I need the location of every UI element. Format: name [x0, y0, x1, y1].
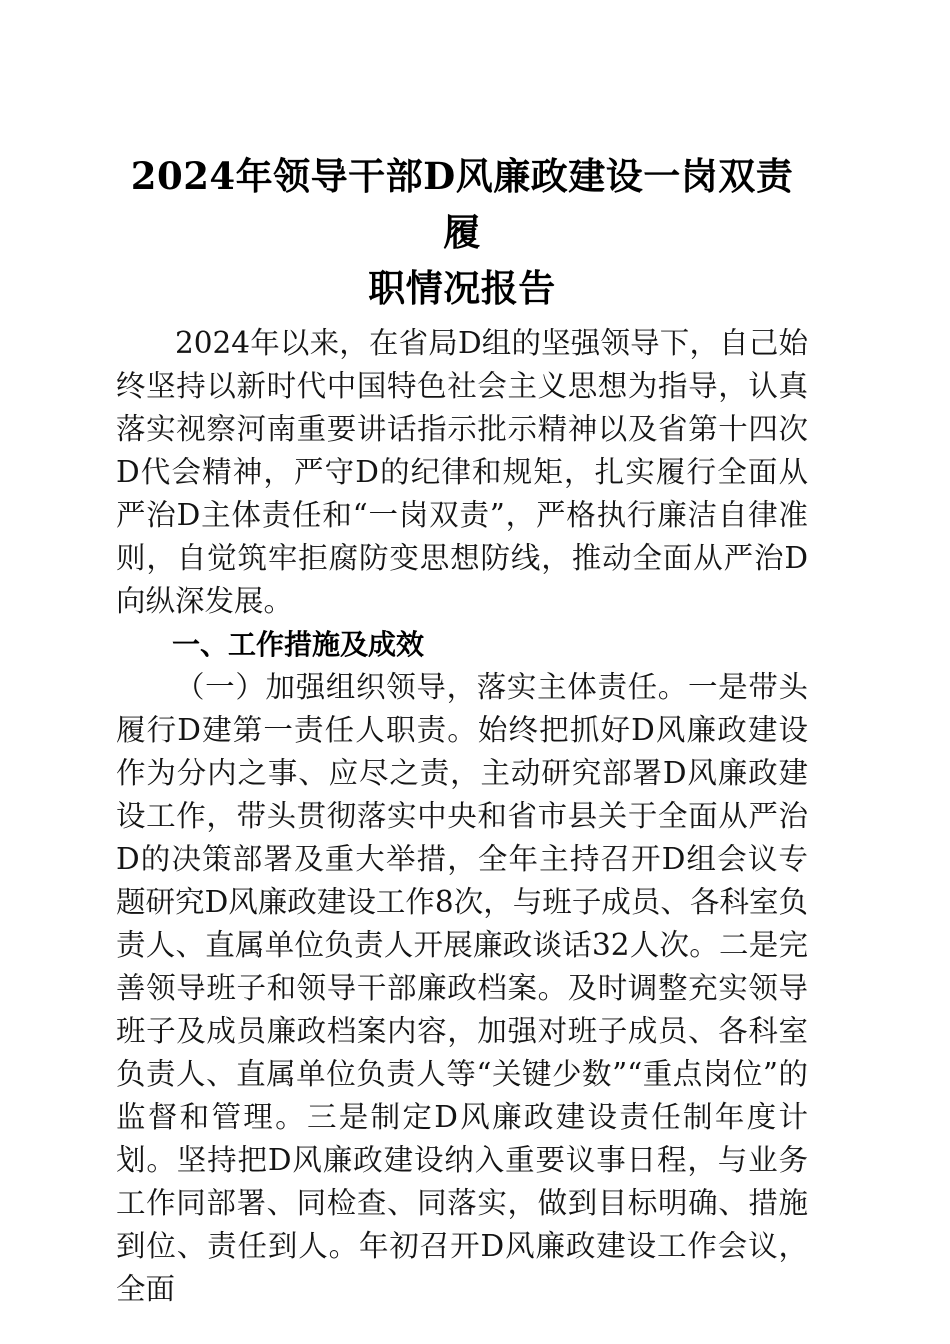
section-heading-work-measures: 一、工作措施及成效 [172, 628, 425, 661]
document-title-block [116, 148, 808, 316]
document-body [116, 322, 808, 1311]
paragraph-intro: 2024年以来，在省局D组的坚强领导下，自己始终坚持以新时代中国特色社会主义思想为指导，认真落实视察河南重要讲话指示批示精神以及省第十四次D代会精神，严守D的纪律和规矩，扎实履行全面从严治D主体责任和“一岗双责”，严格执行廉洁自律准则，自觉筑牢拒腐防变思想防线，推动全面从严治D向纵深发展。 [116, 326, 808, 618]
page-title-line-1: 2024年领导干部D风廉政建设一岗双责履 [130, 154, 794, 254]
paragraph-subsection-one: （一）加强组织领导，落实主体责任。一是带头履行D建第一责任人职责。始终把抓好D风廉政建设作为分内之事、应尽之责，主动研究部署D风廉政建设工作，带头贯彻落实中央和省市县关于全面从严治D的决策部署及重大举措，全年主持召开D组会议专题研究D风廉政建设工作8次，与班子成员、各科室负责人、直属单位负责人开展廉政谈话32人次。二是完善领导班子和领导干部廉政档案。及时调整充实领导班子及成员廉政档案内容，加强对班子成员、各科室负责人、直属单位负责人等“关键少数”“重点岗位”的监督和管理。三是制定D风廉政建设责任制年度计划。坚持把D风廉政建设纳入重要议事日程，与业务工作同部署、同检查、同落实，做到目标明确、措施到位、责任到人。年初召开D风廉政建设工作会议，全面 [116, 670, 808, 1306]
page-title-line-2: 职情况报告 [368, 266, 556, 310]
